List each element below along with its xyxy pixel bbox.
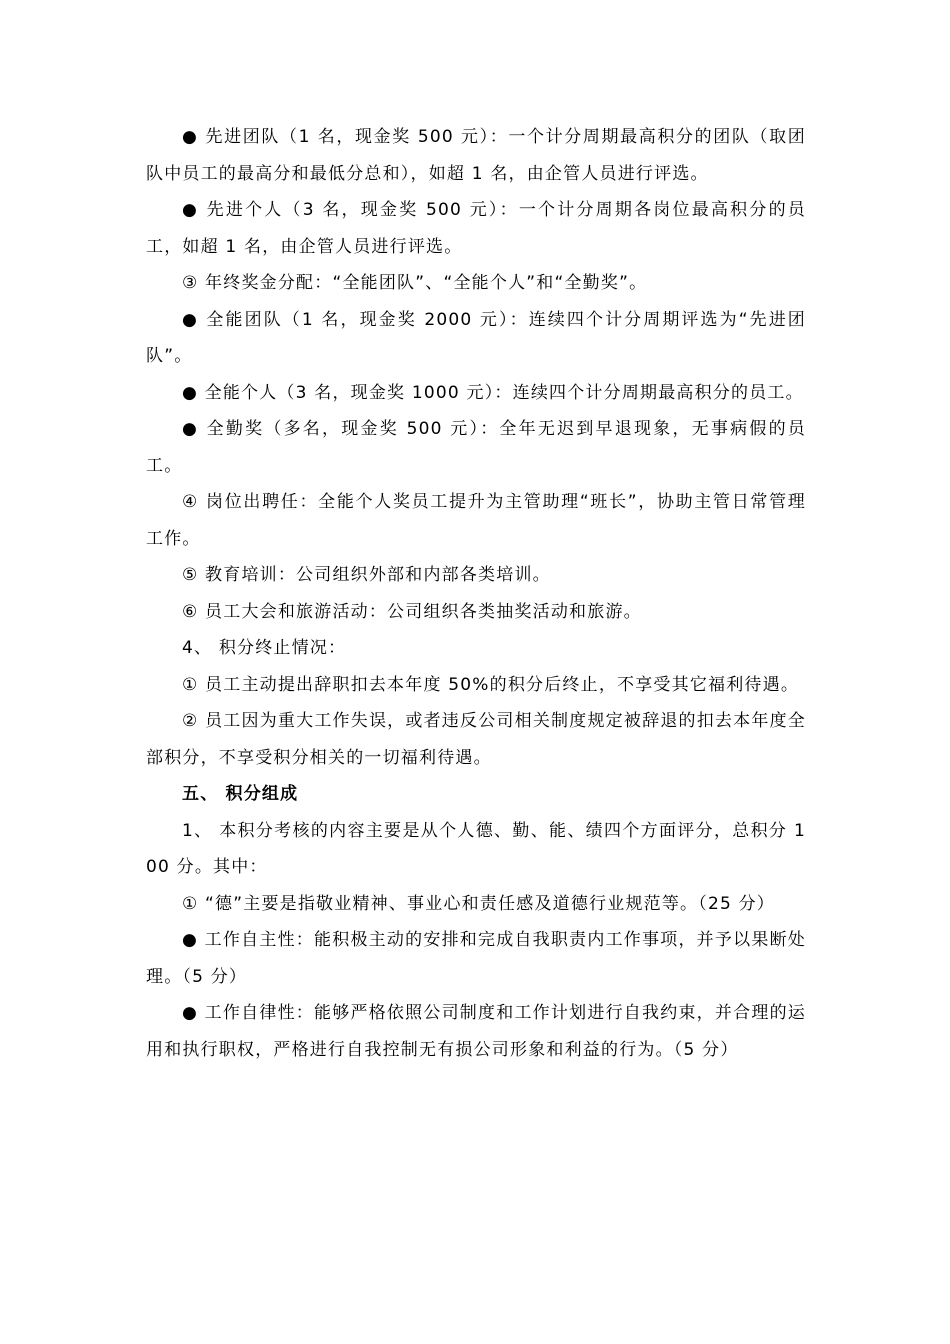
paragraph-autonomy: ● 工作自主性：能积极主动的安排和完成自我职责内工作事项，并予以果断处理。（5 分） xyxy=(146,930,806,987)
paragraph-advanced-team: ● 先进团队（1 名，现金奖 500 元）：一个计分周期最高积分的团队（取团队中员工的最高分和最低分总和），如超 1 名，由企管人员进行评选。 xyxy=(146,127,806,184)
paragraph-promotion: ④ 岗位出聘任：全能个人奖员工提升为主管助理“班长”，协助主管日常管理工作。 xyxy=(146,492,806,549)
document-body xyxy=(146,119,806,1068)
paragraph-year-end-bonus: ③ 年终奖金分配：“全能团队”、“全能个人”和“全勤奖”。 xyxy=(182,273,648,293)
paragraph-full-attendance: ● 全勤奖（多名，现金奖 500 元）：全年无迟到早退现象，无事病假的员工。 xyxy=(146,419,806,476)
paragraph-morality: ① “德”主要是指敬业精神、事业心和责任感及道德行业规范等。（25 分） xyxy=(182,893,775,914)
paragraph-termination-heading: 4、 积分终止情况： xyxy=(182,638,347,658)
paragraph-dismissal: ② 员工因为重大工作失误，或者违反公司相关制度规定被辞退的扣去本年度全部积分，不享受积分相关的一切福利待遇。 xyxy=(146,711,806,768)
section-heading-points-composition: 五、 积分组成 xyxy=(182,784,299,804)
paragraph-all-round-individual: ● 全能个人（3 名，现金奖 1000 元）：连续四个计分周期最高积分的员工。 xyxy=(182,382,804,403)
paragraph-all-round-team: ● 全能团队（1 名，现金奖 2000 元）：连续四个计分周期评选为“先进团队”。 xyxy=(146,309,806,366)
paragraph-resignation: ① 员工主动提出辞职扣去本年度 50%的积分后终止，不享受其它福利待遇。 xyxy=(182,674,800,695)
paragraph-advanced-individual: ● 先进个人（3 名，现金奖 500 元）：一个计分周期各岗位最高积分的员工，如超 1 名，由企管人员进行评选。 xyxy=(146,200,806,257)
paragraph-self-discipline: ● 工作自律性：能够严格依照公司制度和工作计划进行自我约束，并合理的运用和执行职权，严格进行自我控制无有损公司形象和利益的行为。（5 分） xyxy=(146,1003,806,1060)
paragraph-staff-meeting: ⑥ 员工大会和旅游活动：公司组织各类抽奖活动和旅游。 xyxy=(182,601,642,622)
paragraph-training: ⑤ 教育培训：公司组织外部和内部各类培训。 xyxy=(182,565,551,585)
paragraph-assessment-content: 1、 本积分考核的内容主要是从个人德、勤、能、绩四个方面评分，总积分 100 分。其中： xyxy=(146,820,806,877)
